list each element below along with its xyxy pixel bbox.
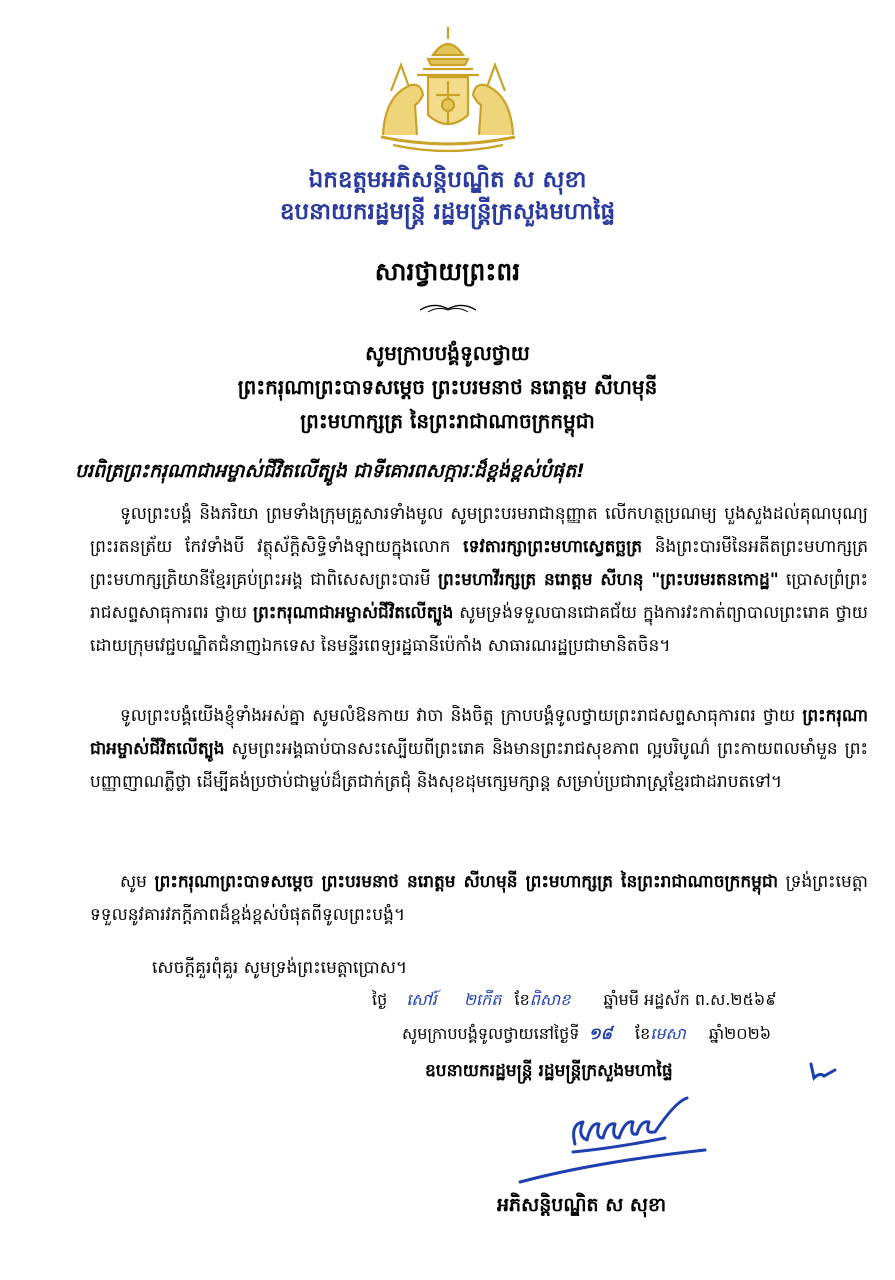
signer-title: ឧបនាយករដ្ឋមន្ត្រី រដ្ឋមន្ត្រីក្រសួងមហាផ្ទៃ — [425, 1061, 673, 1081]
address-line-3: ព្រះមហាក្សត្រ នៃព្រះរាជាណាចក្រកម្ពុជា — [300, 409, 595, 433]
paragraph-1 — [90, 498, 868, 663]
paragraph-2-text-b: សូមព្រះអង្គធាប់បានសះស្បើយពីព្រះរោគ និងមានព្រះរាជសុខភាព ល្អបរិបូណ៌ ព្រះកាយពលមាំមួន ព្រះបញ្ញាញាណភ្លឺថ្លា ដើម្បីគង់ប្រថាប់ជាម្លប់ដ៏ត្រជាក់ត្រជុំ និងសុខដុមក្សេមក្សាន្ត សម្រាប់ប្រជារាស្ត្រខ្មែរជាដរាបតទៅ។ — [90, 739, 868, 792]
paragraph-1-text-d: សូមទ្រង់ទទួលបានជោគជ័យ ក្នុងការវះកាត់ព្យាបាលព្រះរោគ ថ្វាយដោយក្រុមវេជ្ជបណ្ឌិតជំនាញឯកទេស នៃមន្ទីរពេទ្យរដ្ឋធានីប៉េកាំង សាធារណរដ្ឋប្រជាមានិតចិន។ — [90, 603, 868, 656]
day-value: សៅរ៍ — [406, 990, 437, 1009]
paragraph-1-text-a: ទូលព្រះបង្គំ និងភរិយា ព្រមទាំងក្រុមគ្រួសារទាំងមូល សូមព្រះបរមរាជានុញ្ញាត លើកហត្ថប្រណម្យ បួងសួងដល់គុណបុណ្យព្រះរតនត្រ័យ កែវទាំងបី វត្ថុស័ក្តិសិទ្ធិទាំងឡាយក្នុងលោក — [90, 504, 868, 557]
signer-name: អភិសន្តិបណ្ឌិត ស សុខា — [497, 1194, 667, 1216]
paragraph-2-bold-a: ព្រះករុណាជាអម្ចាស់ជីវិតលើត្បូង — [90, 706, 868, 759]
day-label: ថ្ងៃ — [372, 990, 388, 1009]
royal-coat-of-arms-logo — [373, 25, 523, 160]
address-line-1: សូមក្រាបបង្គំទូលថ្វាយ — [365, 341, 530, 365]
sender-title-heading: ឧបនាយករដ្ឋមន្ត្រី រដ្ឋមន្ត្រីក្រសួងមហាផ្ទៃ — [279, 199, 616, 225]
year-text: ឆ្នាំមមី អដ្ឋស័ក ព.ស.២៥៦៩ — [603, 990, 777, 1009]
paragraph-1-bold-b: ព្រះមហាវីរក្សត្រ នរោត្តម សីហនុ "ព្រះបរមរតនកោដ្ឋ" — [437, 570, 779, 590]
lunar-date-line — [372, 986, 777, 1014]
initial-mark-icon — [808, 1060, 838, 1084]
paragraph-1-bold-a: ទេវតារក្សាព្រះមហាស្វេតច្ឆត្រ — [463, 537, 643, 557]
lunar-day-value: ២កើត — [463, 990, 502, 1009]
letter-title: សារថ្វាយព្រះពរ — [374, 257, 521, 286]
handwritten-signature — [515, 1092, 715, 1192]
paragraph-3 — [90, 866, 868, 932]
month-value: ពិសាខ — [529, 990, 571, 1009]
date-month: មេសា — [650, 1024, 686, 1043]
paragraph-1-bold-c: ព្រះករុណាជាអម្ចាស់ជីវិតលើត្បូង — [253, 603, 454, 623]
paragraph-3-bold-a: ព្រះករុណាព្រះបាទសម្តេច ព្រះបរមនាថ នរោត្តម សីហមុនី ព្រះមហាក្សត្រ នៃព្រះរាជាណាចក្រកម្ពុជា — [154, 872, 779, 892]
date-day: ១៨ — [588, 1024, 612, 1043]
date-month-label: ខែ — [635, 1024, 651, 1043]
date-year: ឆ្នាំ២០២៦ — [708, 1024, 772, 1043]
paragraph-1-text-b: និងព្រះបារមីនៃអតីតព្រះមហាក្សត្រ ព្រះមហាក្សត្រិយានីខ្មែរគ្រប់ព្រះអង្គ ជាពិសេសព្រះបារមី — [90, 537, 868, 590]
solar-date-line — [402, 1020, 771, 1048]
closing-line: សេចក្តីគួរពុំគួរ សូមទ្រង់ព្រះមេត្តាប្រោស។ — [152, 958, 408, 978]
date-prefix: សូមក្រាបបង្គំទូលថ្វាយនៅថ្ងៃទី — [402, 1024, 580, 1043]
sender-name-heading: ឯកឧត្តមអភិសន្តិបណ្ឌិត ស សុខា — [308, 167, 587, 193]
month-label: ខែ — [514, 990, 530, 1009]
paragraph-2-text-a: ទូលព្រះបង្គំយើងខ្ញុំទាំងអស់គ្នា សូមលំឱនកាយ វាចា និងចិត្ត ក្រាបបង្គំទូលថ្វាយព្រះរាជសព្ទសាធុការពរ ថ្វាយ — [120, 706, 803, 726]
address-line-2: ព្រះករុណាព្រះបាទសម្តេច ព្រះបរមនាថ នរោត្តម សីហមុនី — [237, 375, 658, 399]
paragraph-2 — [90, 700, 868, 799]
paragraph-1-text-c: ប្រោសព្រំព្រះរាជសព្ទសាធុការពរ ថ្វាយ — [90, 570, 869, 623]
ornament-divider — [418, 300, 478, 316]
salutation-line: បរពិត្រព្រះករុណាជាអម្ចាស់ជីវិតលើត្បូង ជាទីគោរពសក្ការៈដ៏ខ្ពង់ខ្ពស់បំផុត! — [75, 460, 585, 482]
paragraph-3-text-b: ទ្រង់ព្រះមេត្តាទទួលនូវគារវភក្តីភាពដ៏ខ្ពង់ខ្ពស់បំផុតពីទូលព្រះបង្គំ។ — [90, 872, 868, 925]
paragraph-3-text-a: សូម — [120, 872, 155, 892]
